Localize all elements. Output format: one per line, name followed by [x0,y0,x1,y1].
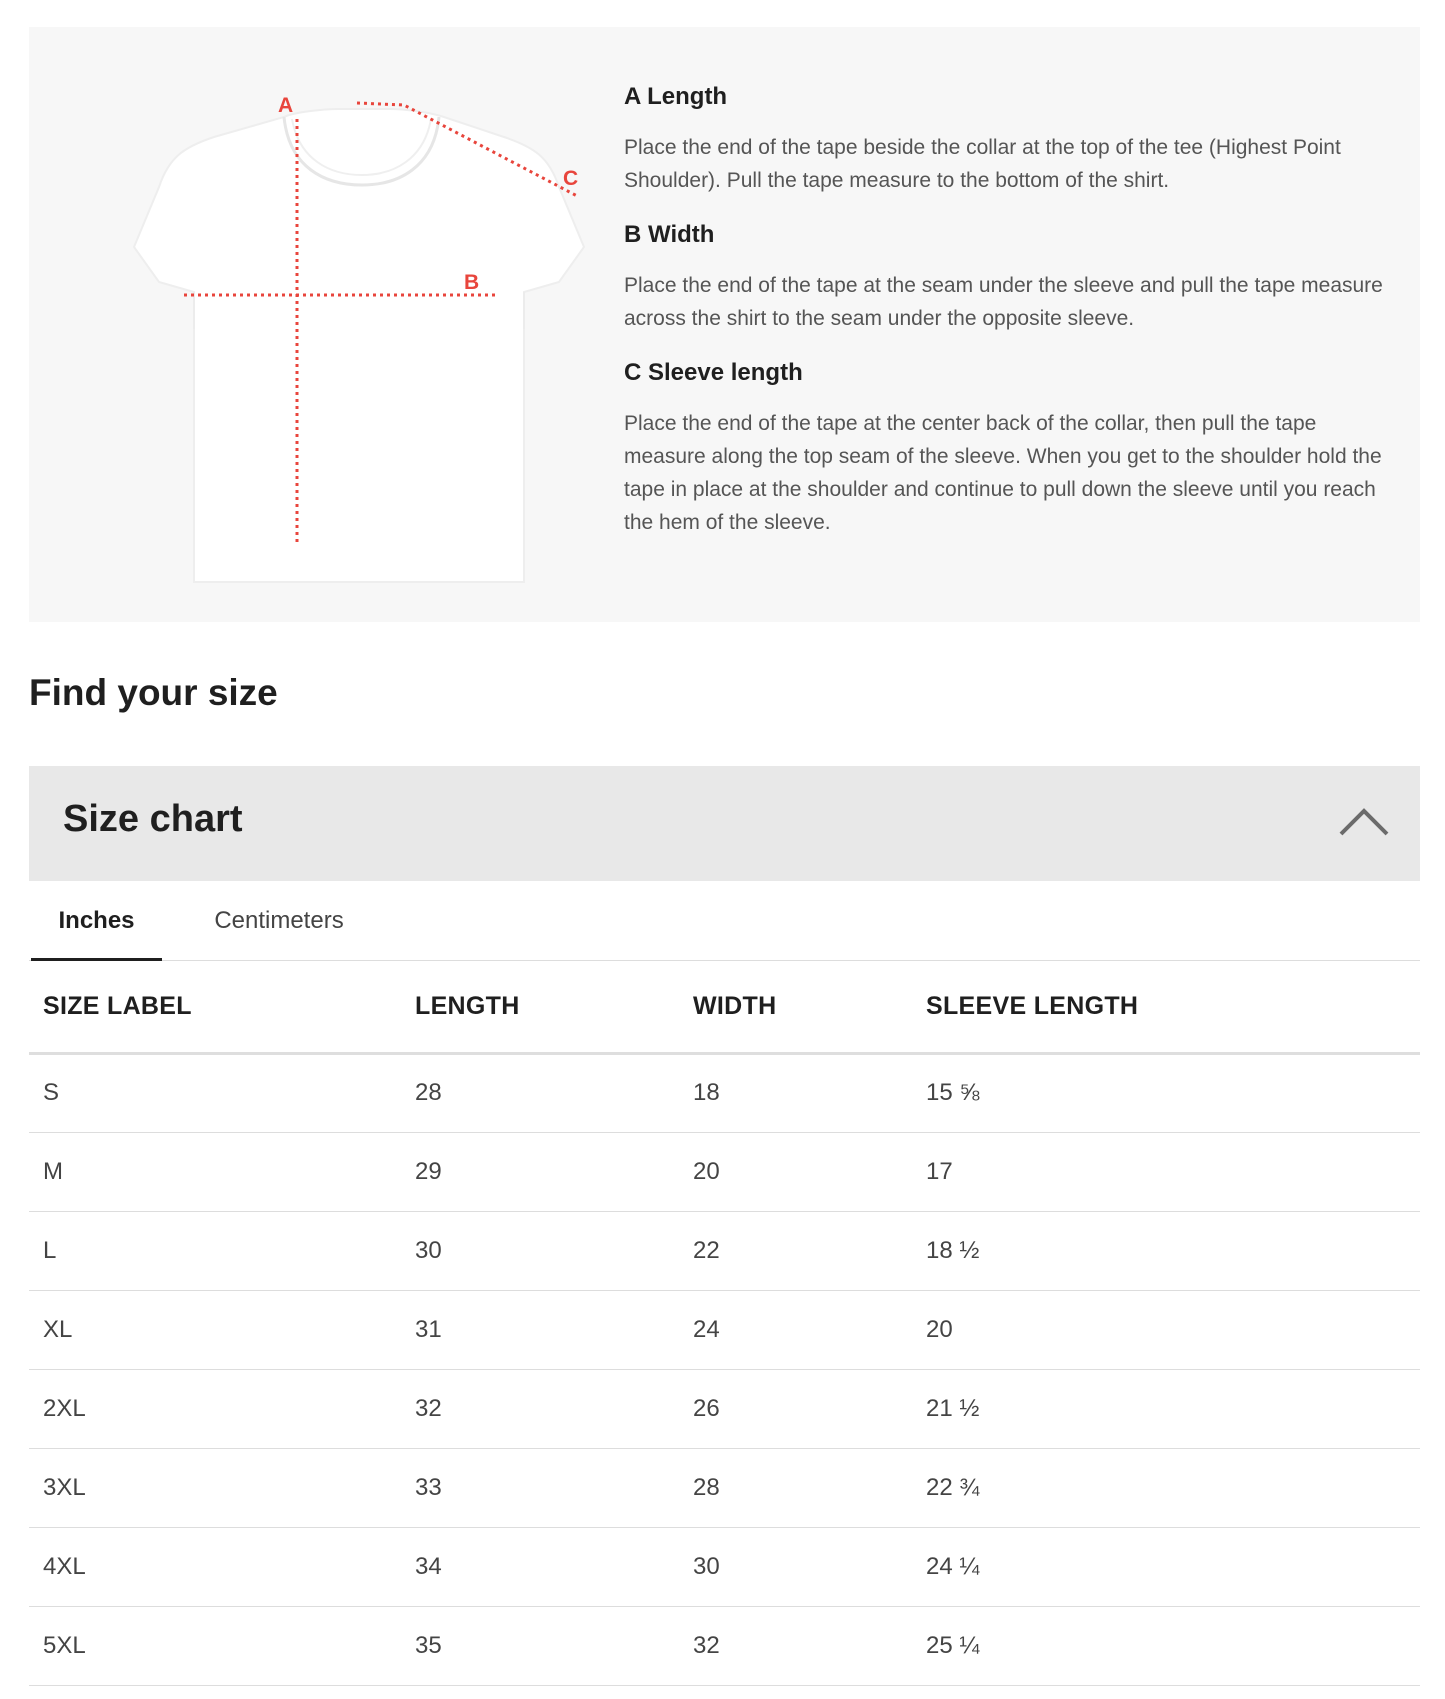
cell-width: 32 [679,1606,912,1685]
cell-length: 30 [401,1211,679,1290]
tab-inches[interactable]: Inches [31,881,162,961]
table-row [29,1606,1420,1685]
table-row [29,1211,1420,1290]
instruction-body: Place the end of the tape beside the collar at the top of the tee (Highest Point Shoulder). Pull the tape measure to the bottom of the shirt. [624,136,1341,192]
instruction-length [624,81,1384,197]
cell-length: 32 [401,1369,679,1448]
tab-centimeters[interactable]: Centimeters [214,907,344,934]
table-header-row [29,961,1420,1053]
size-chart-accordion-toggle[interactable] [29,766,1420,881]
cell-length: 34 [401,1527,679,1606]
tshirt-shape [134,109,584,582]
cell-size: 2XL [29,1369,401,1448]
instruction-body: Place the end of the tape at the seam under the sleeve and pull the tape measure across the shirt to the seam under the opposite sleeve. [624,274,1383,330]
label-c: C [563,167,579,190]
column-header-size-label: SIZE LABEL [29,961,401,1053]
table-row [29,1527,1420,1606]
column-header-width: WIDTH [679,961,912,1053]
cell-sleeve-length: 21 ½ [912,1369,1420,1448]
cell-width: 30 [679,1527,912,1606]
cell-sleeve-length: 25 ¼ [912,1606,1420,1685]
instruction-heading: B Width [624,221,715,248]
cell-width: 28 [679,1448,912,1527]
cell-size: 3XL [29,1448,401,1527]
unit-tabs [29,881,1420,961]
column-header-length: LENGTH [401,961,679,1053]
instruction-sleeve-length [624,357,1384,539]
cell-sleeve-length: 18 ½ [912,1211,1420,1290]
cell-size: 5XL [29,1606,401,1685]
column-header-sleeve-length: SLEEVE LENGTH [912,961,1420,1053]
cell-sleeve-length: 22 ¾ [912,1448,1420,1527]
size-chart-title: Size chart [63,798,243,840]
measurement-instructions [624,81,1384,561]
instruction-heading: A Length [624,83,728,110]
cell-length: 28 [401,1053,679,1132]
instruction-heading: C Sleeve length [624,359,803,386]
cell-size: XL [29,1290,401,1369]
cell-sleeve-length: 15 ⅝ [912,1053,1420,1132]
cell-sleeve-length: 17 [912,1132,1420,1211]
cell-length: 29 [401,1132,679,1211]
label-a: A [278,94,294,117]
cell-size: S [29,1053,401,1132]
size-table [29,961,1420,1686]
table-row [29,1053,1420,1132]
cell-length: 35 [401,1606,679,1685]
instruction-width [624,219,1384,335]
find-your-size-heading: Find your size [29,672,278,713]
cell-length: 33 [401,1448,679,1527]
measurement-guide [29,27,1420,622]
cell-width: 20 [679,1132,912,1211]
cell-width: 18 [679,1053,912,1132]
cell-width: 26 [679,1369,912,1448]
cell-size: 4XL [29,1527,401,1606]
table-row [29,1448,1420,1527]
cell-width: 22 [679,1211,912,1290]
cell-size: M [29,1132,401,1211]
tshirt-diagram [79,67,639,607]
cell-size: L [29,1211,401,1290]
table-row [29,1290,1420,1369]
table-row [29,1132,1420,1211]
instruction-body: Place the end of the tape at the center back of the collar, then pull the tape measure along the top seam of the sleeve. When you get to the shoulder hold the tape in place at the shoulder and continue to pull down the sleeve until you reach the hem of the sleeve. [624,412,1382,534]
cell-width: 24 [679,1290,912,1369]
cell-sleeve-length: 24 ¼ [912,1527,1420,1606]
table-row [29,1369,1420,1448]
cell-length: 31 [401,1290,679,1369]
cell-sleeve-length: 20 [912,1290,1420,1369]
label-b: B [464,271,480,294]
chevron-up-icon[interactable] [1338,804,1390,838]
